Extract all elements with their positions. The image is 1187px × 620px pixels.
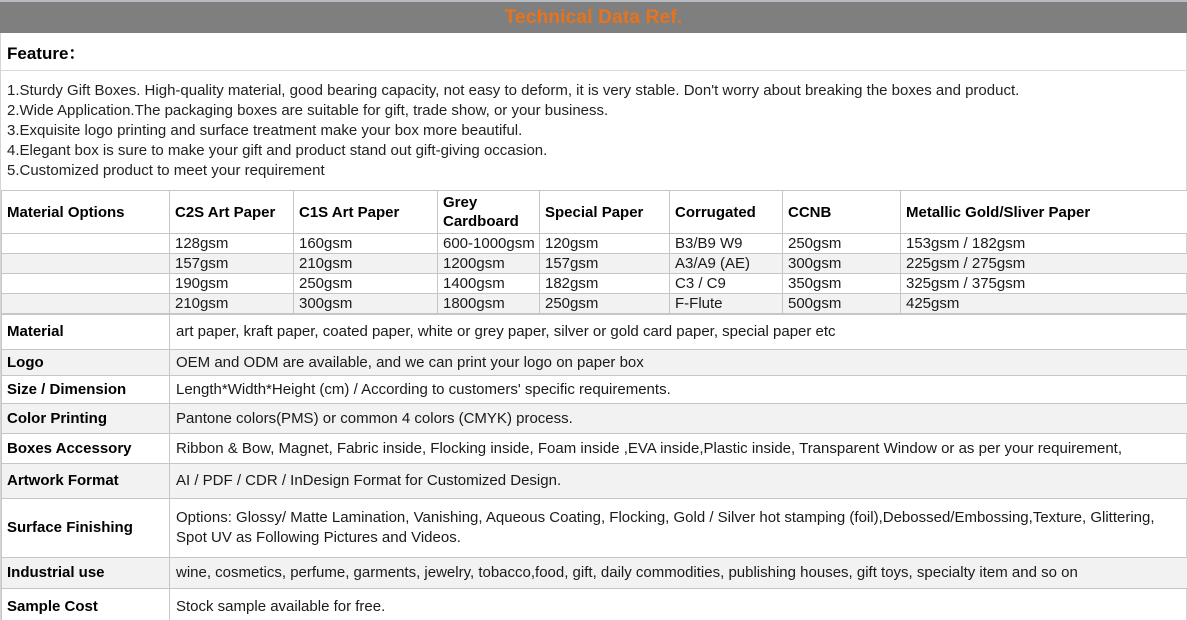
feature-item: 1.Sturdy Gift Boxes. High-quality material, good bearing capacity, not easy to deform, it is very stable. Don't worry about breaking the boxes and product. <box>7 82 1020 99</box>
materials-cell: 250gsm <box>783 234 901 254</box>
materials-row <box>2 254 1187 274</box>
materials-cell: 1200gsm <box>438 254 540 274</box>
detail-value: Ribbon & Bow, Magnet, Fabric inside, Flocking inside, Foam inside ,EVA inside,Plastic inside, Transparent Window or as per your requirement, <box>170 434 1187 464</box>
materials-cell: 300gsm <box>783 254 901 274</box>
materials-row <box>2 294 1187 314</box>
feature-item: 2.Wide Application.The packaging boxes are suitable for gift, trade show, or your business. <box>7 102 609 119</box>
details-table <box>1 314 1187 620</box>
materials-cell: 160gsm <box>294 234 438 254</box>
materials-cell: 225gsm / 275gsm <box>901 254 1187 274</box>
sheet-content <box>0 33 1187 620</box>
materials-cell: 128gsm <box>170 234 294 254</box>
materials-cell: 300gsm <box>294 294 438 314</box>
materials-cell: 1400gsm <box>438 274 540 294</box>
detail-row-logo <box>2 350 1187 376</box>
detail-label: Material <box>2 315 170 350</box>
header-material-options: Material Options <box>2 191 170 234</box>
materials-cell <box>2 294 170 314</box>
detail-label: Size / Dimension <box>2 376 170 404</box>
detail-row-artwork-format <box>2 464 1187 499</box>
materials-cell <box>2 254 170 274</box>
materials-cell: 500gsm <box>783 294 901 314</box>
header-ccnb: CCNB <box>783 191 901 234</box>
detail-value: OEM and ODM are available, and we can print your logo on paper box <box>170 350 1187 376</box>
materials-cell: 1800gsm <box>438 294 540 314</box>
materials-cell: 190gsm <box>170 274 294 294</box>
page-title: Technical Data Ref. <box>504 6 683 28</box>
materials-cell: 157gsm <box>170 254 294 274</box>
materials-cell: B3/B9 W9 <box>670 234 783 254</box>
feature-list <box>1 71 1186 190</box>
feature-item: 4.Elegant box is sure to make your gift and product stand out gift-giving occasion. <box>7 142 548 159</box>
detail-label: Logo <box>2 350 170 376</box>
materials-cell: 210gsm <box>294 254 438 274</box>
feature-item: 3.Exquisite logo printing and surface treatment make your box more beautiful. <box>7 122 523 139</box>
detail-row-color-printing <box>2 404 1187 434</box>
feature-item: 5.Customized product to meet your requirement <box>7 162 325 179</box>
materials-row <box>2 274 1187 294</box>
detail-row-industrial-use <box>2 558 1187 589</box>
detail-value: Stock sample available for free. <box>170 589 1187 620</box>
materials-cell: C3 / C9 <box>670 274 783 294</box>
feature-heading: Feature： <box>1 33 1186 71</box>
header-c1s-art-paper: C1S Art Paper <box>294 191 438 234</box>
materials-cell: F-Flute <box>670 294 783 314</box>
materials-cell: 153gsm / 182gsm <box>901 234 1187 254</box>
detail-row-boxes-accessory <box>2 434 1187 464</box>
materials-table <box>1 190 1187 314</box>
header-metallic-paper: Metallic Gold/Sliver Paper <box>901 191 1187 234</box>
materials-cell: 250gsm <box>294 274 438 294</box>
detail-value: AI / PDF / CDR / InDesign Format for Customized Design. <box>170 464 1187 499</box>
header-corrugated: Corrugated <box>670 191 783 234</box>
materials-cell <box>2 274 170 294</box>
materials-cell: 157gsm <box>540 254 670 274</box>
materials-row <box>2 234 1187 254</box>
detail-row-size-dimension <box>2 376 1187 404</box>
materials-header-row <box>2 191 1187 234</box>
detail-label: Sample Cost <box>2 589 170 620</box>
title-bar <box>0 0 1187 33</box>
detail-row-surface-finishing <box>2 499 1187 558</box>
header-grey-cardboard: Grey Cardboard <box>438 191 540 234</box>
materials-cell: 350gsm <box>783 274 901 294</box>
detail-value: Options: Glossy/ Matte Lamination, Vanishing, Aqueous Coating, Flocking, Gold / Silver hot stamping (foil),Debossed/Embossing,Texture, Glittering, Spot UV as Following Pictures and Videos. <box>170 499 1187 558</box>
detail-label: Color Printing <box>2 404 170 434</box>
header-c2s-art-paper: C2S Art Paper <box>170 191 294 234</box>
detail-value: wine, cosmetics, perfume, garments, jewelry, tobacco,food, gift, daily commodities, publishing houses, gift toys, specialty item and so on <box>170 558 1187 589</box>
detail-label: Industrial use <box>2 558 170 589</box>
detail-value: Pantone colors(PMS) or common 4 colors (CMYK) process. <box>170 404 1187 434</box>
materials-cell: 182gsm <box>540 274 670 294</box>
detail-label: Artwork Format <box>2 464 170 499</box>
materials-cell: 120gsm <box>540 234 670 254</box>
detail-value: Length*Width*Height (cm) / According to customers' specific requirements. <box>170 376 1187 404</box>
materials-cell: 210gsm <box>170 294 294 314</box>
detail-label: Surface Finishing <box>2 499 170 558</box>
detail-row-material <box>2 315 1187 350</box>
materials-cell <box>2 234 170 254</box>
materials-cell: 250gsm <box>540 294 670 314</box>
detail-row-sample-cost <box>2 589 1187 620</box>
materials-cell: 425gsm <box>901 294 1187 314</box>
materials-cell: 325gsm / 375gsm <box>901 274 1187 294</box>
detail-label: Boxes Accessory <box>2 434 170 464</box>
header-special-paper: Special Paper <box>540 191 670 234</box>
materials-cell: A3/A9 (AE) <box>670 254 783 274</box>
materials-cell: 600-1000gsm <box>438 234 540 254</box>
detail-value: art paper, kraft paper, coated paper, white or grey paper, silver or gold card paper, special paper etc <box>170 315 1187 350</box>
